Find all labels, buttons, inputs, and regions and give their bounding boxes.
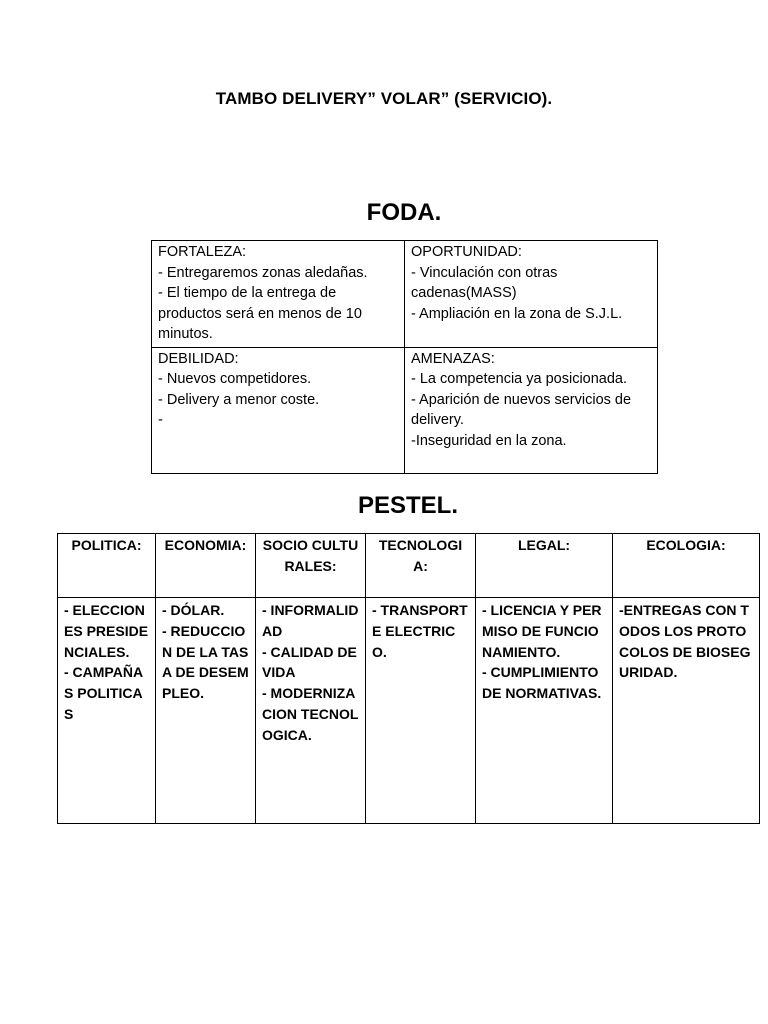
pestel-item: - CAMPAÑAS POLITICAS	[64, 664, 144, 722]
pestel-item: -ENTREGAS CON TODOS LOS PROTOCOLOS DE BIOSEGURIDAD.	[619, 602, 751, 681]
foda-cell-oportunidad	[405, 241, 658, 348]
foda-heading: FORTALEZA:	[158, 244, 247, 260]
pestel-item: - CUMPLIMIENTO DE NORMATIVAS.	[482, 664, 602, 702]
foda-item: - La competencia ya posicionada.	[411, 371, 628, 387]
pestel-header-economia: ECONOMIA:	[156, 534, 256, 598]
foda-item: - Entregaremos zonas aledañas.	[158, 264, 368, 281]
pestel-item: - TRANSPORTE ELECTRICO.	[372, 602, 468, 660]
foda-item: -Inseguridad en la zona.	[411, 432, 567, 449]
foda-heading: OPORTUNIDAD:	[411, 244, 522, 260]
foda-item: - Vinculación con otras cadenas(MASS)	[411, 264, 558, 301]
pestel-header-row	[58, 534, 760, 598]
pestel-header-politica: POLITICA:	[58, 534, 156, 598]
foda-table	[151, 240, 658, 474]
pestel-cell-ecologia	[613, 598, 760, 824]
foda-row	[152, 347, 658, 473]
foda-item: - Ampliación en la zona de S.J.L.	[411, 305, 623, 322]
pestel-header-legal: LEGAL:	[476, 534, 613, 598]
pestel-body-row	[58, 598, 760, 824]
foda-item: - Aparición de nuevos servicios de delivery.	[411, 391, 632, 428]
pestel-item: - REDUCCION DE LA TASA DE DESEMPLEO.	[162, 622, 249, 702]
pestel-cell-economia	[156, 598, 256, 824]
foda-cell-debilidad	[152, 347, 405, 473]
foda-title: FODA.	[366, 199, 442, 226]
foda-item: - Delivery a menor coste.	[158, 391, 320, 408]
pestel-header-ecologia: ECOLOGIA:	[613, 534, 760, 598]
pestel-item: - LICENCIA Y PERMISO DE FUNCIONAMIENTO.	[482, 602, 602, 660]
foda-item: - Nuevos competidores.	[158, 371, 312, 387]
foda-cell-fortaleza	[152, 241, 405, 348]
document-title: TAMBO DELIVERY” VOLAR” (SERVICIO).	[215, 89, 553, 108]
pestel-title: PESTEL.	[357, 492, 459, 519]
pestel-item: - CALIDAD DE VIDA	[262, 643, 357, 681]
pestel-item: - DÓLAR.	[162, 602, 225, 618]
foda-cell-amenazas	[405, 347, 658, 473]
pestel-header-socio-culturales: SOCIO CULTURALES:	[256, 534, 366, 598]
pestel-table	[57, 533, 760, 824]
pestel-item: - MODERNIZACION TECNOLOGICA.	[262, 685, 359, 743]
pestel-cell-socio-culturales	[256, 598, 366, 824]
pestel-header-tecnologia: TECNOLOGIA:	[366, 534, 476, 598]
pestel-item: - INFORMALIDAD	[262, 602, 359, 639]
foda-item: -	[158, 412, 163, 428]
pestel-cell-legal	[476, 598, 613, 824]
pestel-cell-tecnologia	[366, 598, 476, 824]
pestel-cell-politica	[58, 598, 156, 824]
pestel-item: - ELECCIONES PRESIDENCIALES.	[64, 602, 149, 660]
foda-item: - El tiempo de la entrega de productos será en menos de 10 minutos.	[158, 285, 362, 342]
foda-heading: DEBILIDAD:	[158, 350, 239, 367]
foda-row	[152, 241, 658, 348]
foda-heading: AMENAZAS:	[411, 350, 495, 367]
